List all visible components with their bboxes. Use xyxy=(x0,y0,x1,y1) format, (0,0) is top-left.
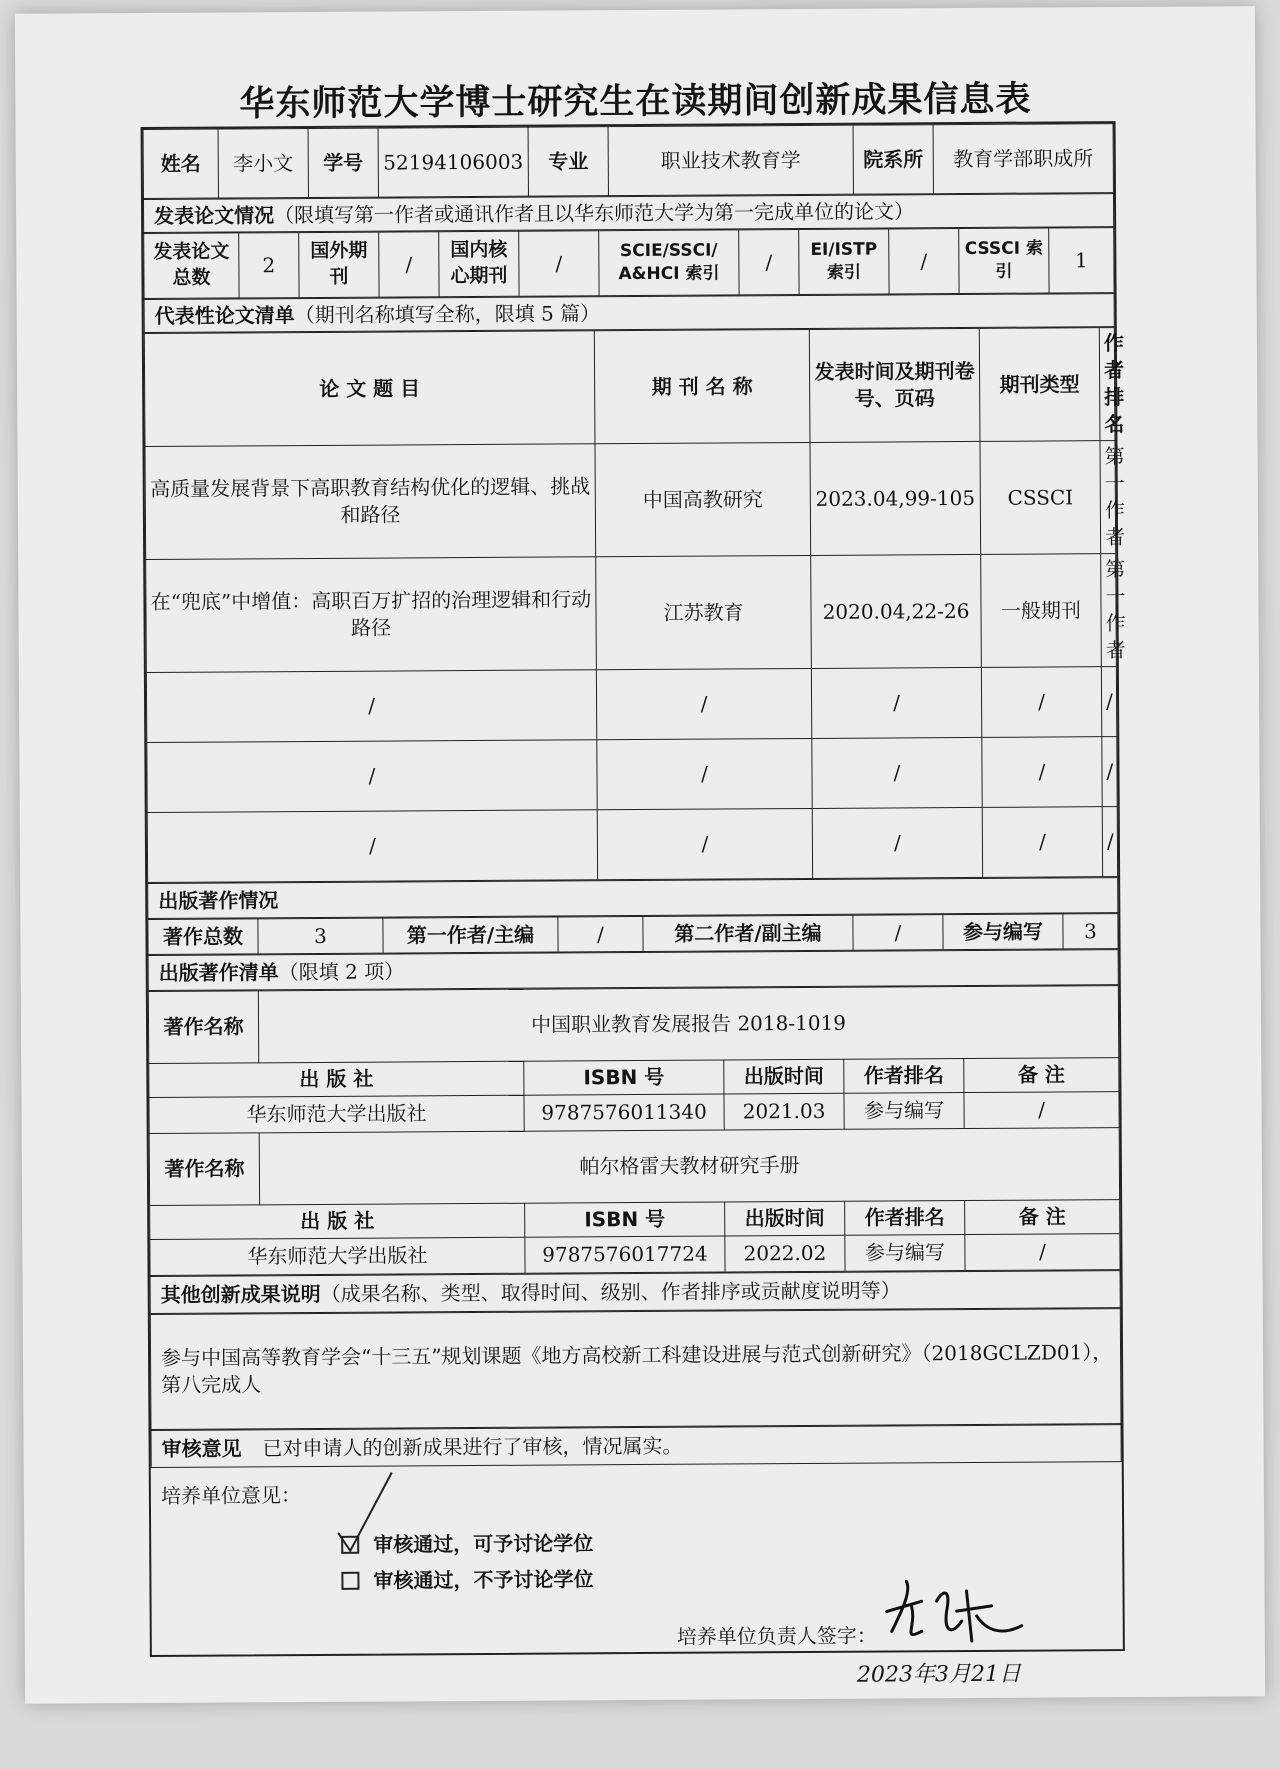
paper-rank: / xyxy=(1101,667,1116,737)
dept-label: 院系所 xyxy=(853,125,933,194)
book-name: 帕尔格雷夫教材研究手册 xyxy=(259,1128,1119,1205)
book-counts-table xyxy=(147,913,1118,955)
book-publisher: 华东师范大学出版社 xyxy=(150,1237,525,1275)
paper-title: 在“兜底”中增值：高职百万扩招的治理逻辑和行动路径 xyxy=(146,557,597,673)
book-header-rank: 作者排名 xyxy=(844,1059,964,1094)
name-label: 姓名 xyxy=(143,129,218,198)
core-journal-label: 国内核心期刊 xyxy=(439,231,519,296)
student-info-table xyxy=(143,123,1114,199)
book-remark: / xyxy=(964,1092,1119,1129)
scie-value: / xyxy=(739,230,799,295)
paper-type: CSSCI xyxy=(980,441,1101,555)
book-isbn: 9787576017724 xyxy=(525,1236,725,1273)
other-achievements-text: 参与中国高等教育学会“十三五”规划课题《地方高校新工科建设进展与范式创新研究》（2018GCLZD01），第八完成人 xyxy=(150,1309,1121,1430)
table-row xyxy=(146,667,1116,743)
booklist-section-header xyxy=(148,949,1119,991)
paper-list-table xyxy=(144,327,1126,883)
table-row xyxy=(146,554,1117,673)
paper-journal: / xyxy=(597,738,812,809)
second-author-label: 第二作者/副主编 xyxy=(643,915,853,951)
cssci-label: CSSCI 索引 xyxy=(959,228,1049,294)
unit-opinion-label: 培养单位意见： xyxy=(160,1483,301,1508)
participant-value: 3 xyxy=(1063,914,1118,949)
book-header-isbn: ISBN 号 xyxy=(525,1202,725,1237)
review-text: 已对申请人的创新成果进行了审核，情况属实。 xyxy=(262,1433,683,1460)
first-author-label: 第一作者/主编 xyxy=(383,917,558,953)
review-header xyxy=(151,1424,1122,1468)
sign-date: 2023年3月21日 xyxy=(856,1661,1022,1688)
paper-journal: / xyxy=(596,668,811,739)
major-label: 专业 xyxy=(528,127,608,196)
book-publisher: 华东师范大学出版社 xyxy=(149,1095,524,1133)
paper-total-value: 2 xyxy=(239,233,299,298)
paper-journal: / xyxy=(597,808,812,879)
paper-date: / xyxy=(812,737,982,808)
books-section-label: 出版著作情况 xyxy=(148,878,1118,919)
table-row xyxy=(147,737,1117,813)
second-author-value: / xyxy=(853,915,943,951)
book-name: 中国职业教育发展报告 2018-1019 xyxy=(258,986,1118,1063)
table-row xyxy=(150,1234,1120,1276)
paper-header-type: 期刊类型 xyxy=(979,328,1100,442)
other-section-note: （成果名称、类型、取得时间、级别、作者排序或贡献度说明等） xyxy=(320,1277,901,1306)
book-isbn: 9787576011340 xyxy=(524,1094,724,1131)
name-value: 李小文 xyxy=(218,129,308,199)
book-header-isbn: ISBN 号 xyxy=(524,1060,724,1095)
foreign-journal-value: / xyxy=(379,232,439,297)
rep-section-label: 代表性论文清单 xyxy=(154,302,295,328)
papers-section-note: （限填写第一作者或通讯作者且以华东师范大学为第一完成单位的论文） xyxy=(274,198,915,227)
book-header-date: 出版时间 xyxy=(725,1201,845,1236)
paper-type: / xyxy=(982,807,1102,878)
book-header-date: 出版时间 xyxy=(724,1059,844,1094)
paper-header-title: 论 文 题 目 xyxy=(144,331,595,447)
review-label: 审核意见 xyxy=(161,1435,242,1461)
paper-journal: 江苏教育 xyxy=(596,555,812,669)
other-section-header xyxy=(150,1270,1121,1314)
book-remark: / xyxy=(965,1234,1120,1271)
table-row xyxy=(147,807,1117,883)
paper-type: 一般期刊 xyxy=(981,554,1102,668)
core-journal-value: / xyxy=(519,231,599,296)
paper-rank: / xyxy=(1102,737,1117,807)
table-row xyxy=(149,1092,1119,1134)
student-id-value: 52194106003 xyxy=(378,127,528,197)
signature-icon xyxy=(881,1571,1031,1652)
paper-total-label: 发表论文总数 xyxy=(144,233,239,299)
student-id-label: 学号 xyxy=(308,128,378,197)
booklist-section-note: （限填 2 项） xyxy=(278,958,405,984)
checkbox-icon xyxy=(341,1572,359,1590)
first-author-value: / xyxy=(558,916,643,952)
papers-section-label: 发表论文情况 xyxy=(154,202,275,228)
book-rank: 参与编写 xyxy=(845,1235,965,1272)
option-fail[interactable] xyxy=(341,1563,593,1594)
book-total-value: 3 xyxy=(258,918,383,954)
paper-journal: 中国高教研究 xyxy=(595,442,811,556)
form-title: 华东师范大学博士研究生在读期间创新成果信息表 xyxy=(239,79,1032,125)
book-name-label: 著作名称 xyxy=(149,1133,259,1206)
major-value: 职业技术教育学 xyxy=(608,125,853,195)
paper-type: / xyxy=(981,667,1101,738)
sign-label: 培养单位负责人签字： xyxy=(676,1623,877,1649)
paper-type: / xyxy=(982,737,1102,808)
booklist-section-label: 出版著作清单 xyxy=(158,959,279,985)
paper-title: / xyxy=(147,810,597,883)
paper-rank: / xyxy=(1102,807,1117,877)
option-fail-label: 审核通过，不予讨论学位 xyxy=(373,1567,594,1593)
paper-title: 高质量发展背景下高职教育结构优化的逻辑、挑战和路径 xyxy=(145,444,596,560)
book-date: 2021.03 xyxy=(724,1093,844,1130)
checkbox-icon xyxy=(341,1536,359,1554)
paper-rank: 第一作者 xyxy=(1101,554,1117,667)
cssci-value: 1 xyxy=(1049,228,1114,293)
book-header-remark: 备 注 xyxy=(964,1058,1119,1093)
book-header-rank: 作者排名 xyxy=(845,1201,965,1236)
form-sheet xyxy=(15,6,1265,1704)
rep-section-note: （期刊名称填写全称，限填 5 篇） xyxy=(294,300,601,327)
scie-label: SCIE/SSCI/ A&HCI 索引 xyxy=(599,230,739,296)
other-text-table xyxy=(150,1308,1122,1430)
option-pass-label: 审核通过，可予讨论学位 xyxy=(373,1531,594,1557)
book-header-publisher: 出 版 社 xyxy=(149,1061,524,1097)
paper-date: 2023.04,99-105 xyxy=(810,441,981,555)
foreign-journal-label: 国外期刊 xyxy=(299,232,379,297)
book-name-label: 著作名称 xyxy=(148,991,258,1064)
dept-value: 教育学部职成所 xyxy=(933,124,1113,194)
books-section-header xyxy=(147,877,1118,919)
ei-label: EI/ISTP 索引 xyxy=(799,229,889,295)
paper-counts-table xyxy=(143,227,1114,299)
book-header-remark: 备 注 xyxy=(965,1200,1120,1235)
book-1-table xyxy=(148,985,1121,1276)
paper-rank: 第一作者 xyxy=(1100,441,1116,554)
paper-date: / xyxy=(812,807,982,878)
book-rank: 参与编写 xyxy=(844,1093,964,1130)
paper-header-date: 发表时间及期刊卷号、页码 xyxy=(809,328,980,442)
option-pass[interactable] xyxy=(341,1527,593,1558)
book-header-publisher: 出 版 社 xyxy=(150,1203,525,1239)
participant-label: 参与编写 xyxy=(943,914,1063,950)
paper-header-journal: 期 刊 名 称 xyxy=(594,329,810,443)
book-total-label: 著作总数 xyxy=(148,919,258,955)
other-section-label: 其他创新成果说明 xyxy=(160,1281,321,1307)
paper-header-rank: 作者排名 xyxy=(1099,328,1115,441)
paper-date: / xyxy=(811,667,981,738)
table-row xyxy=(145,441,1116,560)
paper-date: 2020.04,22-26 xyxy=(811,554,982,668)
ei-value: / xyxy=(889,229,959,294)
form-body xyxy=(141,121,1126,1688)
book-date: 2022.02 xyxy=(725,1235,845,1272)
review-body xyxy=(151,1462,1124,1768)
paper-title: / xyxy=(146,670,596,743)
paper-title: / xyxy=(147,740,597,813)
